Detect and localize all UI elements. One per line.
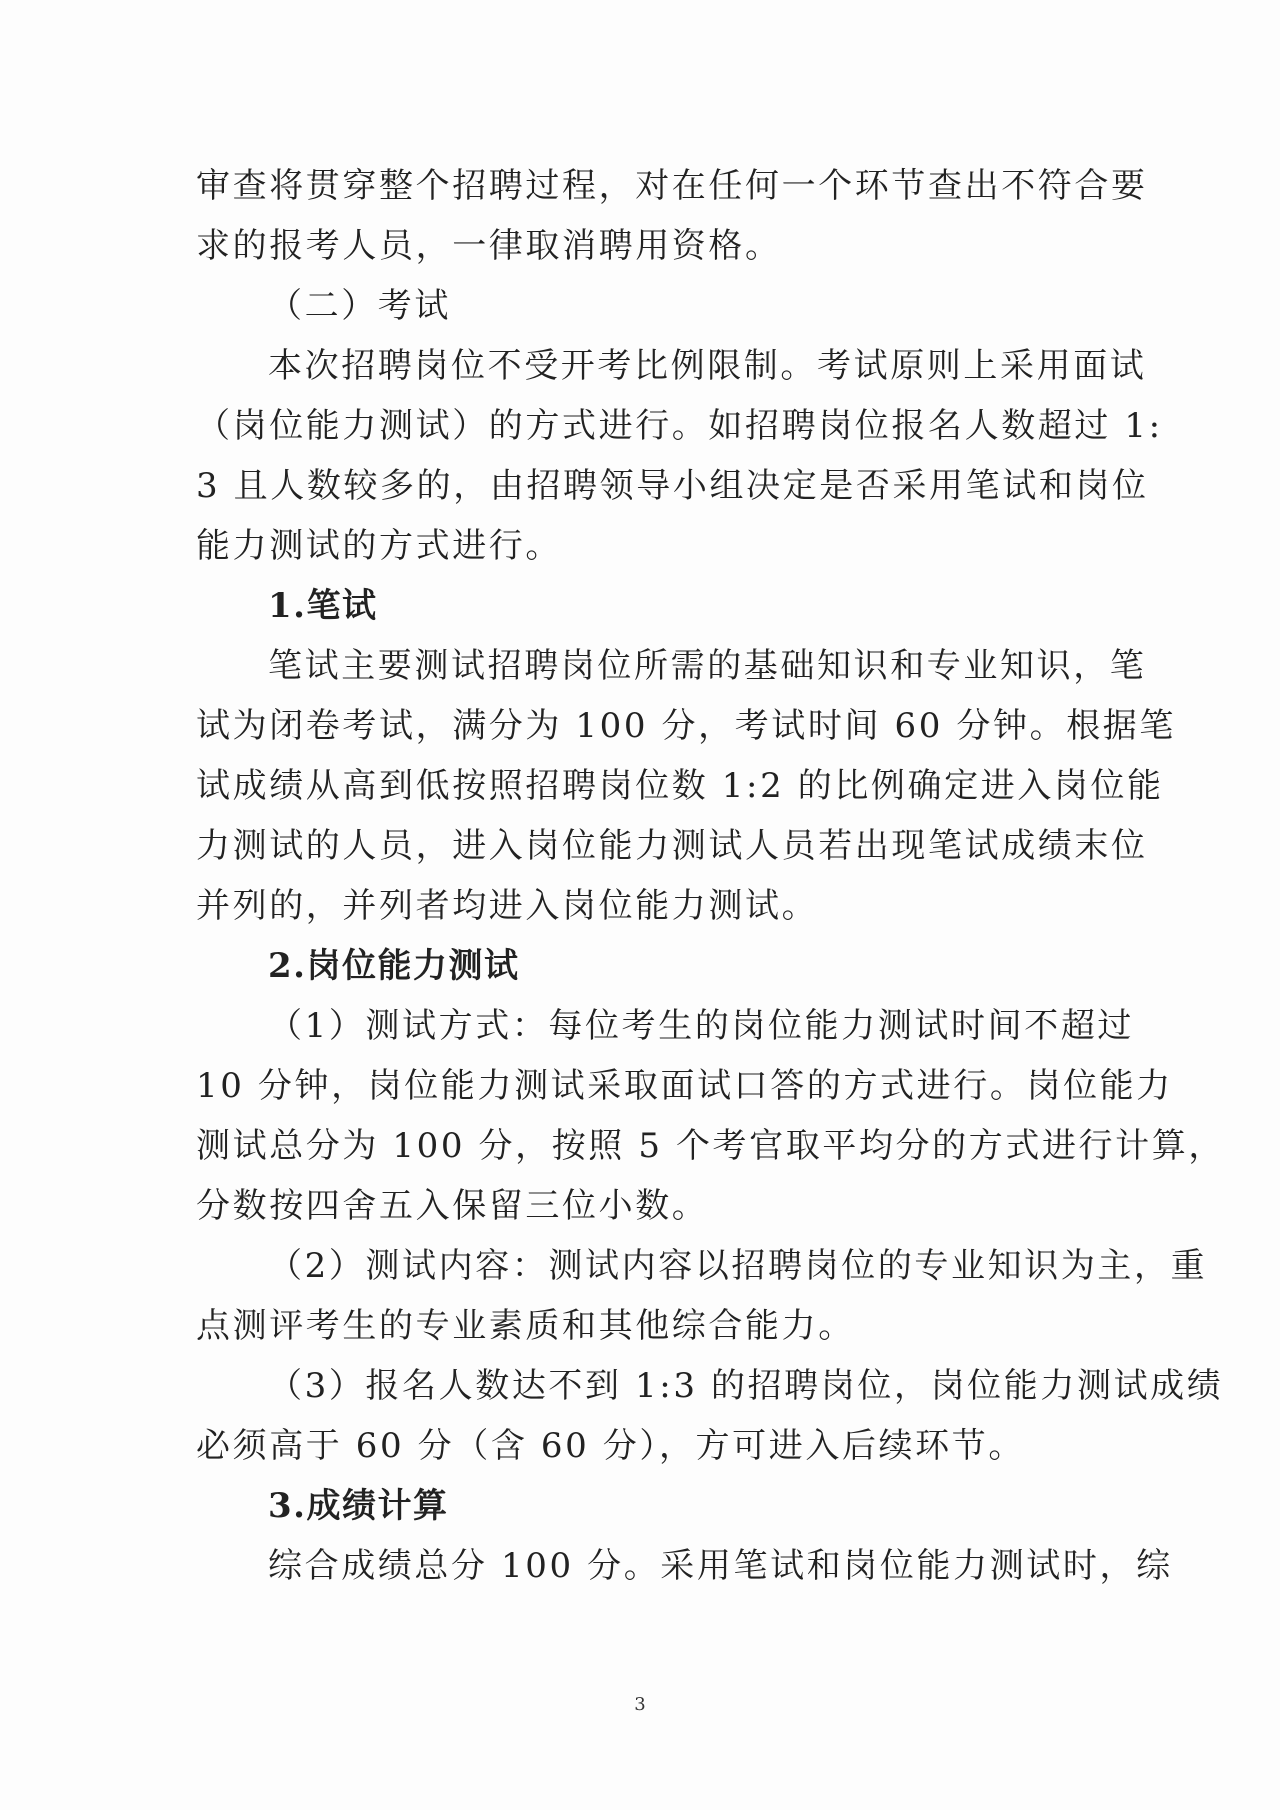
- text-line: 点测评考生的专业素质和其他综合能力。: [196, 1306, 855, 1346]
- paragraph-written-exam: [196, 636, 1176, 936]
- text-line: 审查将贯穿整个招聘过程，对在任何一个环节查出不符合要: [196, 166, 1148, 206]
- paragraph-minimum-score: [196, 1356, 1224, 1476]
- text-line: （岗位能力测试）的方式进行。如招聘岗位报名人数超过 1:: [196, 406, 1163, 446]
- text-line: 10 分钟，岗位能力测试采取面试口答的方式进行。岗位能力: [196, 1066, 1173, 1106]
- paragraph-score-calculation: [196, 1536, 1173, 1596]
- text-line: 求的报考人员，一律取消聘用资格。: [196, 226, 782, 266]
- text-line: 笔试主要测试招聘岗位所需的基础知识和专业知识，笔: [268, 646, 1147, 686]
- text-line: （2）测试内容：测试内容以招聘岗位的专业知识为主，重: [268, 1246, 1208, 1286]
- text-line: 本次招聘岗位不受开考比例限制。考试原则上采用面试: [268, 346, 1147, 386]
- heading-written-exam: 1.笔试: [268, 586, 378, 626]
- text-line: 3 且人数较多的，由招聘领导小组决定是否采用笔试和岗位: [196, 466, 1149, 506]
- text-line: （3）报名人数达不到 1:3 的招聘岗位，岗位能力测试成绩: [268, 1366, 1224, 1406]
- paragraph-qualification-review: [196, 156, 1148, 276]
- subheading-exam: （二）考试: [268, 286, 451, 326]
- heading-ability-test: 2.岗位能力测试: [268, 946, 520, 986]
- text-line: 测试总分为 100 分，按照 5 个考官取平均分的方式进行计算，: [196, 1126, 1225, 1166]
- page-number: 3: [634, 1694, 646, 1715]
- paragraph-test-method: [196, 996, 1225, 1236]
- text-line: （1）测试方式：每位考生的岗位能力测试时间不超过: [268, 1006, 1135, 1046]
- text-line: 并列的，并列者均进入岗位能力测试。: [196, 886, 819, 926]
- paragraph-exam-overview: [196, 336, 1163, 576]
- text-line: 分数按四舍五入保留三位小数。: [196, 1186, 709, 1226]
- text-line: 综合成绩总分 100 分。采用笔试和岗位能力测试时，综: [268, 1546, 1173, 1586]
- text-line: 能力测试的方式进行。: [196, 526, 562, 566]
- paragraph-test-content: [196, 1236, 1208, 1356]
- text-line: 力测试的人员，进入岗位能力测试人员若出现笔试成绩末位: [196, 826, 1148, 866]
- text-line: 试成绩从高到低按照招聘岗位数 1:2 的比例确定进入岗位能: [196, 766, 1164, 806]
- document-body: [196, 156, 1225, 1596]
- text-line: 必须高于 60 分（含 60 分），方可进入后续环节。: [196, 1426, 1025, 1466]
- text-line: 试为闭卷考试，满分为 100 分，考试时间 60 分钟。根据笔: [196, 706, 1176, 746]
- heading-score-calculation: 3.成绩计算: [268, 1486, 449, 1526]
